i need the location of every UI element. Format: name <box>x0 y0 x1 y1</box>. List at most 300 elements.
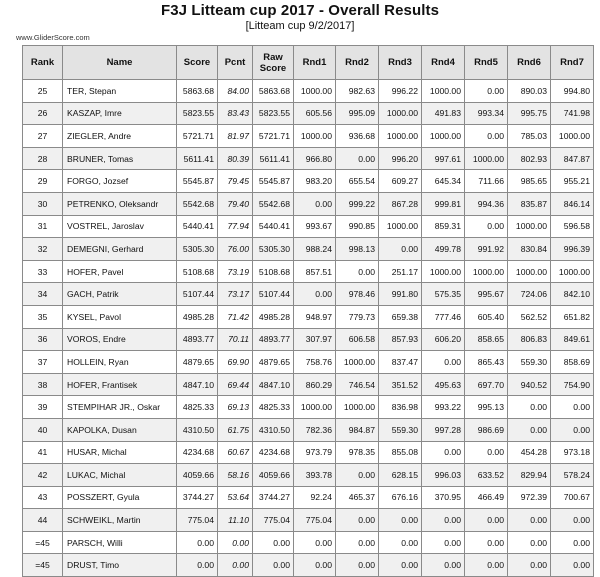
table-cell: 973.79 <box>294 441 336 464</box>
table-cell: 4310.50 <box>177 418 218 441</box>
table-cell: 499.78 <box>422 238 465 261</box>
table-cell: 5611.41 <box>177 147 218 170</box>
table-cell: HUSAR, Michal <box>63 441 177 464</box>
table-cell: 5108.68 <box>253 260 294 283</box>
table-cell: 393.78 <box>294 464 336 487</box>
table-cell: 4059.66 <box>177 464 218 487</box>
table-cell: 996.39 <box>551 238 594 261</box>
table-cell: 4825.33 <box>177 396 218 419</box>
table-cell: 997.61 <box>422 147 465 170</box>
table-cell: 26 <box>23 102 63 125</box>
table-cell: HOFER, Frantisek <box>63 373 177 396</box>
table-row <box>23 509 594 532</box>
table-cell: 984.87 <box>336 418 379 441</box>
table-row <box>23 260 594 283</box>
table-cell: 849.61 <box>551 328 594 351</box>
table-cell: 1000.00 <box>508 260 551 283</box>
table-cell: 28 <box>23 147 63 170</box>
table-cell: 0.00 <box>465 531 508 554</box>
table-cell: LUKAC, Michal <box>63 464 177 487</box>
table-cell: 1000.00 <box>551 125 594 148</box>
table-cell: 44 <box>23 509 63 532</box>
table-cell: 0.00 <box>465 509 508 532</box>
table-cell: 307.97 <box>294 328 336 351</box>
table-cell: 645.34 <box>422 170 465 193</box>
table-cell: 5305.30 <box>253 238 294 261</box>
table-cell: 69.13 <box>218 396 253 419</box>
table-cell: 711.66 <box>465 170 508 193</box>
table-cell: 990.85 <box>336 215 379 238</box>
table-cell: 4985.28 <box>177 305 218 328</box>
table-cell: 857.93 <box>379 328 422 351</box>
table-cell: 37 <box>23 351 63 374</box>
table-cell: HOLLEIN, Ryan <box>63 351 177 374</box>
table-cell: 0.00 <box>422 531 465 554</box>
table-cell: KAPOLKA, Dusan <box>63 418 177 441</box>
table-cell: 0.00 <box>379 509 422 532</box>
table-cell: 993.34 <box>465 102 508 125</box>
column-header: Score <box>177 46 218 80</box>
page-subtitle: [Litteam cup 9/2/2017] <box>245 20 355 32</box>
table-cell: 30 <box>23 192 63 215</box>
table-cell: 0.00 <box>422 509 465 532</box>
table-cell: 84.00 <box>218 80 253 103</box>
table-cell: 0.00 <box>422 351 465 374</box>
page-title: F3J Litteam cup 2017 - Overall Results <box>160 2 440 19</box>
table-cell: 27 <box>23 125 63 148</box>
table-row <box>23 147 594 170</box>
table-cell: 4234.68 <box>253 441 294 464</box>
table-cell: 5440.41 <box>177 215 218 238</box>
table-cell: 83.43 <box>218 102 253 125</box>
table-cell: 758.76 <box>294 351 336 374</box>
table-cell: 605.40 <box>465 305 508 328</box>
table-cell: 36 <box>23 328 63 351</box>
table-cell: 972.39 <box>508 486 551 509</box>
table-cell: 986.69 <box>465 418 508 441</box>
table-row <box>23 192 594 215</box>
table-cell: 0.00 <box>294 283 336 306</box>
table-cell: 5542.68 <box>253 192 294 215</box>
table-cell: 995.67 <box>465 283 508 306</box>
table-row <box>23 351 594 374</box>
table-cell: 5721.71 <box>253 125 294 148</box>
table-cell: PETRENKO, Oleksandr <box>63 192 177 215</box>
results-body <box>23 80 594 577</box>
table-cell: STEMPIHAR JR., Oskar <box>63 396 177 419</box>
table-cell: 605.56 <box>294 102 336 125</box>
table-cell: 983.20 <box>294 170 336 193</box>
table-cell: 1000.00 <box>508 215 551 238</box>
table-cell: 5611.41 <box>253 147 294 170</box>
table-cell: 92.24 <box>294 486 336 509</box>
header-row <box>23 46 594 80</box>
table-cell: 4059.66 <box>253 464 294 487</box>
table-cell: 575.35 <box>422 283 465 306</box>
table-cell: 5863.68 <box>253 80 294 103</box>
table-row <box>23 80 594 103</box>
table-cell: 802.93 <box>508 147 551 170</box>
table-cell: 993.67 <box>294 215 336 238</box>
table-cell: 80.39 <box>218 147 253 170</box>
results-table <box>22 45 594 577</box>
table-cell: 775.04 <box>294 509 336 532</box>
table-row <box>23 554 594 577</box>
table-cell: 1000.00 <box>294 396 336 419</box>
column-header: Rank <box>23 46 63 80</box>
table-cell: 5107.44 <box>253 283 294 306</box>
table-cell: 785.03 <box>508 125 551 148</box>
table-cell: 777.46 <box>422 305 465 328</box>
table-cell: 0.00 <box>465 554 508 577</box>
table-cell: 890.03 <box>508 80 551 103</box>
table-cell: 948.97 <box>294 305 336 328</box>
table-cell: 847.87 <box>551 147 594 170</box>
table-cell: 79.45 <box>218 170 253 193</box>
table-cell: 25 <box>23 80 63 103</box>
table-cell: 782.36 <box>294 418 336 441</box>
table-cell: 628.15 <box>379 464 422 487</box>
table-cell: 0.00 <box>218 554 253 577</box>
table-cell: 4825.33 <box>253 396 294 419</box>
table-cell: 1000.00 <box>379 215 422 238</box>
table-cell: 858.65 <box>465 328 508 351</box>
table-cell: 775.04 <box>177 509 218 532</box>
table-cell: 633.52 <box>465 464 508 487</box>
table-cell: 988.24 <box>294 238 336 261</box>
table-cell: 1000.00 <box>379 125 422 148</box>
table-cell: 251.17 <box>379 260 422 283</box>
table-cell: 995.13 <box>465 396 508 419</box>
table-cell: 466.49 <box>465 486 508 509</box>
table-cell: 5545.87 <box>253 170 294 193</box>
table-cell: 655.54 <box>336 170 379 193</box>
column-header: Rnd4 <box>422 46 465 80</box>
column-header: Rnd7 <box>551 46 594 80</box>
table-cell: DEMEGNI, Gerhard <box>63 238 177 261</box>
table-cell: 0.00 <box>336 260 379 283</box>
table-cell: POSSZERT, Gyula <box>63 486 177 509</box>
table-cell: 867.28 <box>379 192 422 215</box>
table-cell: 58.16 <box>218 464 253 487</box>
table-cell: 859.31 <box>422 215 465 238</box>
table-cell: 609.27 <box>379 170 422 193</box>
table-cell: 991.92 <box>465 238 508 261</box>
table-cell: 0.00 <box>379 238 422 261</box>
table-cell: 4893.77 <box>253 328 294 351</box>
table-cell: 1000.00 <box>422 260 465 283</box>
table-cell: 955.21 <box>551 170 594 193</box>
table-cell: 370.95 <box>422 486 465 509</box>
table-cell: VOROS, Endre <box>63 328 177 351</box>
table-row <box>23 418 594 441</box>
column-header: Rnd5 <box>465 46 508 80</box>
table-cell: 0.00 <box>465 125 508 148</box>
table-cell: 1000.00 <box>465 260 508 283</box>
table-cell: FORGO, Jozsef <box>63 170 177 193</box>
table-cell: PARSCH, Willi <box>63 531 177 554</box>
table-cell: 940.52 <box>508 373 551 396</box>
table-cell: 0.00 <box>508 509 551 532</box>
table-cell: 0.00 <box>336 147 379 170</box>
table-cell: 858.69 <box>551 351 594 374</box>
table-cell: 994.80 <box>551 80 594 103</box>
table-cell: 3744.27 <box>253 486 294 509</box>
table-cell: 35 <box>23 305 63 328</box>
column-header: Raw Score <box>253 46 294 80</box>
table-cell: 865.43 <box>465 351 508 374</box>
table-cell: 1000.00 <box>551 260 594 283</box>
table-cell: 991.80 <box>379 283 422 306</box>
table-row <box>23 283 594 306</box>
table-cell: TER, Stepan <box>63 80 177 103</box>
table-cell: 69.44 <box>218 373 253 396</box>
table-cell: BRUNER, Tomas <box>63 147 177 170</box>
table-cell: 53.64 <box>218 486 253 509</box>
table-cell: 0.00 <box>465 441 508 464</box>
table-cell: 836.98 <box>379 396 422 419</box>
table-cell: GACH, Patrik <box>63 283 177 306</box>
table-cell: 4879.65 <box>177 351 218 374</box>
table-cell: DRUST, Timo <box>63 554 177 577</box>
table-cell: =45 <box>23 554 63 577</box>
table-cell: KYSEL, Pavol <box>63 305 177 328</box>
table-row <box>23 464 594 487</box>
table-cell: 775.04 <box>253 509 294 532</box>
table-cell: 60.67 <box>218 441 253 464</box>
table-cell: 700.67 <box>551 486 594 509</box>
table-cell: 996.20 <box>379 147 422 170</box>
table-cell: 4847.10 <box>177 373 218 396</box>
column-header: Rnd3 <box>379 46 422 80</box>
table-cell: 454.28 <box>508 441 551 464</box>
table-cell: 0.00 <box>551 554 594 577</box>
table-cell: 5542.68 <box>177 192 218 215</box>
table-cell: 77.94 <box>218 215 253 238</box>
table-cell: 973.18 <box>551 441 594 464</box>
table-cell: 0.00 <box>294 554 336 577</box>
website-label: www.GliderScore.com <box>16 33 90 42</box>
table-cell: 0.00 <box>465 215 508 238</box>
table-cell: 1000.00 <box>294 125 336 148</box>
table-cell: 79.40 <box>218 192 253 215</box>
table-row <box>23 328 594 351</box>
table-row <box>23 102 594 125</box>
table-cell: 42 <box>23 464 63 487</box>
column-header: Rnd6 <box>508 46 551 80</box>
table-cell: 996.22 <box>379 80 422 103</box>
table-cell: 71.42 <box>218 305 253 328</box>
column-header: Pcnt <box>218 46 253 80</box>
table-row <box>23 238 594 261</box>
table-cell: 835.87 <box>508 192 551 215</box>
table-cell: 4847.10 <box>253 373 294 396</box>
table-cell: 32 <box>23 238 63 261</box>
table-cell: 0.00 <box>253 531 294 554</box>
table-cell: 999.22 <box>336 192 379 215</box>
table-cell: 993.22 <box>422 396 465 419</box>
table-cell: 995.75 <box>508 102 551 125</box>
table-cell: 76.00 <box>218 238 253 261</box>
table-cell: 559.30 <box>379 418 422 441</box>
table-cell: 39 <box>23 396 63 419</box>
table-cell: 4310.50 <box>253 418 294 441</box>
table-row <box>23 215 594 238</box>
table-cell: 966.80 <box>294 147 336 170</box>
table-row <box>23 441 594 464</box>
table-cell: 676.16 <box>379 486 422 509</box>
table-cell: 73.19 <box>218 260 253 283</box>
table-cell: 936.68 <box>336 125 379 148</box>
table-cell: 982.63 <box>336 80 379 103</box>
table-cell: 697.70 <box>465 373 508 396</box>
table-cell: 0.00 <box>336 554 379 577</box>
column-header: Rnd1 <box>294 46 336 80</box>
table-cell: 0.00 <box>336 509 379 532</box>
table-cell: 0.00 <box>336 531 379 554</box>
table-cell: 978.35 <box>336 441 379 464</box>
table-cell: 5108.68 <box>177 260 218 283</box>
table-cell: 0.00 <box>336 464 379 487</box>
table-cell: 0.00 <box>218 531 253 554</box>
table-cell: 978.46 <box>336 283 379 306</box>
table-cell: 829.94 <box>508 464 551 487</box>
table-cell: ZIEGLER, Andre <box>63 125 177 148</box>
table-cell: 41 <box>23 441 63 464</box>
table-cell: 0.00 <box>177 554 218 577</box>
table-cell: 4985.28 <box>253 305 294 328</box>
table-cell: =45 <box>23 531 63 554</box>
table-cell: 40 <box>23 418 63 441</box>
table-cell: 0.00 <box>508 418 551 441</box>
table-cell: 70.11 <box>218 328 253 351</box>
table-cell: 4879.65 <box>253 351 294 374</box>
table-cell: 31 <box>23 215 63 238</box>
table-cell: 837.47 <box>379 351 422 374</box>
table-row <box>23 396 594 419</box>
table-cell: 0.00 <box>551 418 594 441</box>
table-cell: 779.73 <box>336 305 379 328</box>
table-cell: 830.84 <box>508 238 551 261</box>
table-cell: VOSTREL, Jaroslav <box>63 215 177 238</box>
table-cell: 559.30 <box>508 351 551 374</box>
table-cell: 806.83 <box>508 328 551 351</box>
table-cell: SCHWEIKL, Martin <box>63 509 177 532</box>
table-cell: 562.52 <box>508 305 551 328</box>
table-row <box>23 373 594 396</box>
table-cell: 659.38 <box>379 305 422 328</box>
table-cell: 34 <box>23 283 63 306</box>
table-cell: 0.00 <box>551 396 594 419</box>
table-cell: 842.10 <box>551 283 594 306</box>
column-header: Rnd2 <box>336 46 379 80</box>
table-cell: 0.00 <box>379 554 422 577</box>
table-cell: 578.24 <box>551 464 594 487</box>
table-cell: 0.00 <box>551 531 594 554</box>
table-cell: 5440.41 <box>253 215 294 238</box>
table-cell: 61.75 <box>218 418 253 441</box>
table-cell: 81.97 <box>218 125 253 148</box>
table-row <box>23 125 594 148</box>
table-cell: 5545.87 <box>177 170 218 193</box>
table-cell: 38 <box>23 373 63 396</box>
table-cell: 465.37 <box>336 486 379 509</box>
table-cell: 11.10 <box>218 509 253 532</box>
table-cell: KASZAP, Imre <box>63 102 177 125</box>
table-cell: 651.82 <box>551 305 594 328</box>
table-cell: 997.28 <box>422 418 465 441</box>
table-cell: 606.58 <box>336 328 379 351</box>
table-cell: 0.00 <box>294 192 336 215</box>
table-cell: 996.03 <box>422 464 465 487</box>
table-cell: 998.13 <box>336 238 379 261</box>
table-cell: 0.00 <box>465 80 508 103</box>
table-cell: 596.58 <box>551 215 594 238</box>
table-cell: 5863.68 <box>177 80 218 103</box>
table-cell: 0.00 <box>253 554 294 577</box>
table-cell: 0.00 <box>508 531 551 554</box>
column-header: Name <box>63 46 177 80</box>
table-cell: 3744.27 <box>177 486 218 509</box>
table-cell: 741.98 <box>551 102 594 125</box>
table-cell: 5305.30 <box>177 238 218 261</box>
table-cell: 1000.00 <box>336 396 379 419</box>
table-cell: 754.90 <box>551 373 594 396</box>
table-cell: 1000.00 <box>422 80 465 103</box>
table-cell: 0.00 <box>379 531 422 554</box>
table-cell: 746.54 <box>336 373 379 396</box>
table-cell: 73.17 <box>218 283 253 306</box>
table-cell: 491.83 <box>422 102 465 125</box>
table-cell: 846.14 <box>551 192 594 215</box>
table-cell: 495.63 <box>422 373 465 396</box>
table-cell: 995.09 <box>336 102 379 125</box>
table-cell: 5823.55 <box>253 102 294 125</box>
table-cell: 0.00 <box>294 531 336 554</box>
table-cell: 857.51 <box>294 260 336 283</box>
table-row <box>23 170 594 193</box>
table-cell: 0.00 <box>422 441 465 464</box>
table-cell: 724.06 <box>508 283 551 306</box>
table-cell: 855.08 <box>379 441 422 464</box>
table-cell: 33 <box>23 260 63 283</box>
table-cell: 5823.55 <box>177 102 218 125</box>
table-cell: 1000.00 <box>379 102 422 125</box>
table-cell: 4234.68 <box>177 441 218 464</box>
table-row <box>23 486 594 509</box>
table-cell: 0.00 <box>508 554 551 577</box>
table-cell: 5721.71 <box>177 125 218 148</box>
table-cell: 860.29 <box>294 373 336 396</box>
table-cell: 5107.44 <box>177 283 218 306</box>
table-cell: 69.90 <box>218 351 253 374</box>
table-cell: 0.00 <box>177 531 218 554</box>
table-cell: 1000.00 <box>336 351 379 374</box>
table-cell: 29 <box>23 170 63 193</box>
table-cell: HOFER, Pavel <box>63 260 177 283</box>
table-cell: 1000.00 <box>422 125 465 148</box>
table-row <box>23 305 594 328</box>
table-cell: 1000.00 <box>465 147 508 170</box>
table-cell: 606.20 <box>422 328 465 351</box>
table-row <box>23 531 594 554</box>
table-cell: 985.65 <box>508 170 551 193</box>
table-cell: 994.36 <box>465 192 508 215</box>
table-cell: 1000.00 <box>294 80 336 103</box>
table-cell: 0.00 <box>551 509 594 532</box>
table-cell: 43 <box>23 486 63 509</box>
table-cell: 4893.77 <box>177 328 218 351</box>
